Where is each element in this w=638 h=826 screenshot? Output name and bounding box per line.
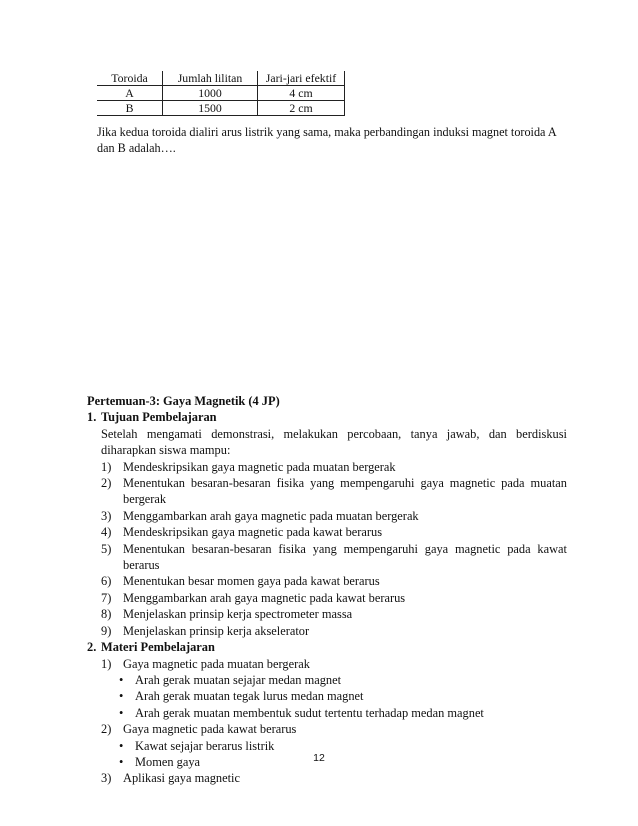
list-item-number: 3) [101, 771, 112, 786]
list-item-text: Aplikasi gaya magnetic [123, 771, 240, 786]
meeting-section [87, 393, 567, 787]
list-item-number: 1) [101, 459, 112, 474]
table-cell: A [97, 86, 163, 101]
list-item-text: Menentukan besaran-besaran fisika yang mempengaruhi gaya magnetic pada kawat berarus [123, 541, 567, 573]
list-item-text: Menentukan besaran-besaran fisika yang mempengaruhi gaya magnetic pada muatan bergerak [123, 476, 567, 507]
bullet-text: Momen gaya [135, 754, 201, 769]
materi-heading [87, 639, 567, 655]
heading-label: Tujuan Pembelajaran [101, 410, 217, 425]
question-text: Jika kedua toroida dialiri arus listrik yang sama, maka perbandingan induksi magnet toroida A dan B adalah…. [97, 125, 556, 155]
list-item-text: Menentukan besar momen gaya pada kawat berarus [123, 574, 380, 589]
list-item-number: 2) [101, 476, 112, 491]
list-item-text: Menjelaskan prinsip kerja spectrometer massa [123, 607, 353, 622]
materi-list [87, 656, 567, 787]
materi-group [87, 721, 567, 737]
toroid-table [97, 71, 345, 116]
materi-group [87, 770, 567, 786]
table-row [97, 86, 345, 101]
list-item-text: Gaya magnetic pada muatan bergerak [123, 656, 310, 671]
table-cell: 1000 [163, 86, 258, 101]
list-item-number: 1) [101, 656, 112, 671]
bullet-icon: • [119, 738, 124, 753]
bullet-item [87, 688, 567, 704]
list-item-number: 9) [101, 623, 112, 638]
bullet-icon: • [119, 754, 124, 769]
bullet-icon: • [119, 672, 124, 687]
heading-number: 1. [87, 410, 97, 425]
list-item-number: 7) [101, 590, 112, 605]
bullet-icon: • [119, 705, 124, 720]
list-item-text: Mendeskripsikan gaya magnetic pada kawat berarus [123, 525, 383, 540]
list-item-text: Menjelaskan prinsip kerja akselerator [123, 623, 310, 638]
list-item [87, 590, 567, 606]
list-item-text: Gaya magnetic pada kawat berarus [123, 722, 297, 737]
list-item [87, 475, 567, 508]
list-item [87, 541, 567, 574]
bullet-text: Arah gerak muatan tegak lurus medan magnet [135, 689, 364, 704]
table-cell: 4 cm [258, 86, 345, 101]
list-item-number: 6) [101, 574, 112, 589]
bullet-item [87, 672, 567, 688]
list-item-number: 4) [101, 525, 112, 540]
table-cell: 2 cm [258, 101, 345, 116]
section-title: Pertemuan-3: Gaya Magnetik (4 JP) [87, 394, 280, 408]
bullet-item [87, 705, 567, 721]
table-cell: 1500 [163, 101, 258, 116]
tujuan-list [87, 459, 567, 639]
table-header: Toroida [97, 71, 163, 86]
list-item-number: 2) [101, 722, 112, 737]
list-item [87, 573, 567, 589]
heading-label: Materi Pembelajaran [101, 640, 215, 655]
bullet-text: Arah gerak muatan membentuk sudut tertentu terhadap medan magnet [135, 705, 484, 720]
list-item-number: 5) [101, 541, 112, 556]
table-header: Jari-jari efektif [258, 71, 345, 86]
tujuan-intro: Setelah mengamati demonstrasi, melakukan percobaan, tanya jawab, dan berdiskusi diharapkan siswa mampu: [101, 426, 567, 458]
list-item-text: Menggambarkan arah gaya magnetic pada muatan bergerak [123, 508, 419, 523]
table-header: Jumlah lilitan [163, 71, 258, 86]
list-item [87, 508, 567, 524]
list-item [87, 524, 567, 540]
page-number: 12 [313, 752, 325, 764]
list-item-number: 3) [101, 508, 112, 523]
list-item [87, 606, 567, 622]
list-item [87, 623, 567, 639]
tujuan-heading [87, 409, 567, 425]
list-item [87, 459, 567, 475]
list-item-number: 8) [101, 607, 112, 622]
table-header-row [97, 71, 345, 86]
bullet-icon: • [119, 689, 124, 704]
materi-group [87, 656, 567, 672]
table-row [97, 101, 345, 116]
table-cell: B [97, 101, 163, 116]
list-item-text: Mendeskripsikan gaya magnetic pada muatan bergerak [123, 459, 396, 474]
bullet-text: Arah gerak muatan sejajar medan magnet [135, 672, 342, 687]
list-item-text: Menggambarkan arah gaya magnetic pada kawat berarus [123, 590, 406, 605]
heading-number: 2. [87, 640, 97, 655]
bullet-text: Kawat sejajar berarus listrik [135, 738, 275, 753]
